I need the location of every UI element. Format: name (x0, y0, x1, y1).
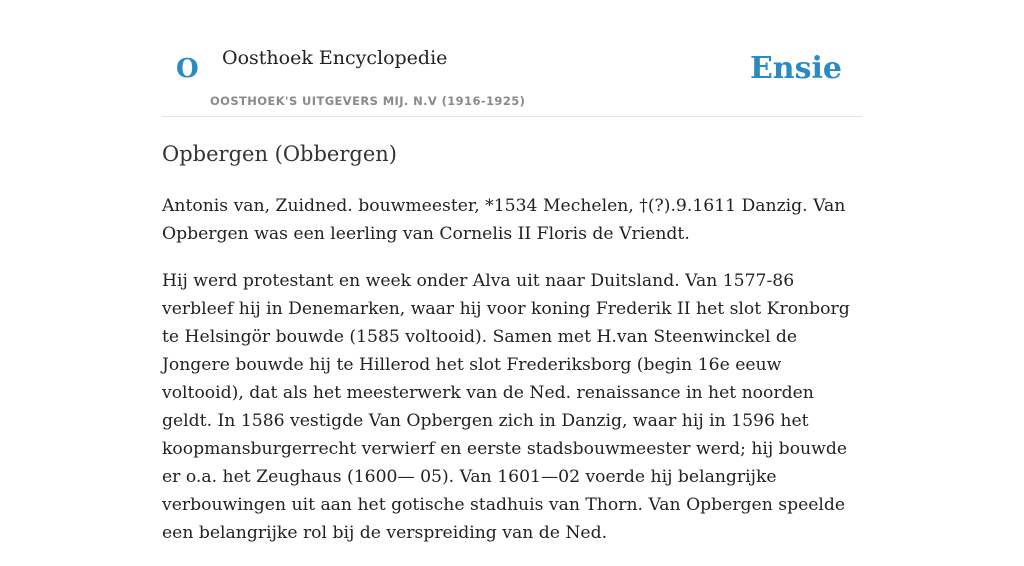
book-logo-icon[interactable]: O (176, 54, 199, 84)
entry-title: Opbergen (Obbergen) (162, 142, 397, 166)
book-title-link[interactable]: Oosthoek Encyclopedie (222, 47, 448, 69)
site-header (162, 0, 862, 117)
entry-content (162, 192, 862, 566)
ensie-logo-link[interactable]: Ensie (749, 51, 842, 86)
entry-paragraph: Hij werd protestant en week onder Alva uit naar Duitsland. Van 1577-86 verbleef hij in Denemarken, waar hij voor koning Frederik II het slot Kronborg te Helsingör bouwde (1585 voltooid). Samen met H.van Steenwinckel de Jongere bouwde hij te Hillerod het slot Frederiksborg (begin 16e eeuw voltooid), dat als het meesterwerk van de Ned. renaissance in het noorden geldt. In 1586 vestigde Van Opbergen zich in Danzig, waar hij in 1596 het koopmansburgerrecht verwierf en eerste stadsbouwmeester werd; hij bouwde er o.a. het Zeughaus (1600— 05). Van 1601—02 voerde hij belangrijke verbouwingen uit aan het gotische stadhuis van Thorn. Van Opbergen speelde een belangrijke rol bij de verspreiding van de Ned. (162, 271, 850, 543)
publisher-subtitle: OOSTHOEK'S UITGEVERS MIJ. N.V (1916-1925) (210, 94, 526, 108)
entry-paragraph: Antonis van, Zuidned. bouwmeester, *1534 Mechelen, †(?).9.1611 Danzig. Van Opbergen was een leerling van Cornelis II Floris de Vriendt. (162, 196, 846, 244)
